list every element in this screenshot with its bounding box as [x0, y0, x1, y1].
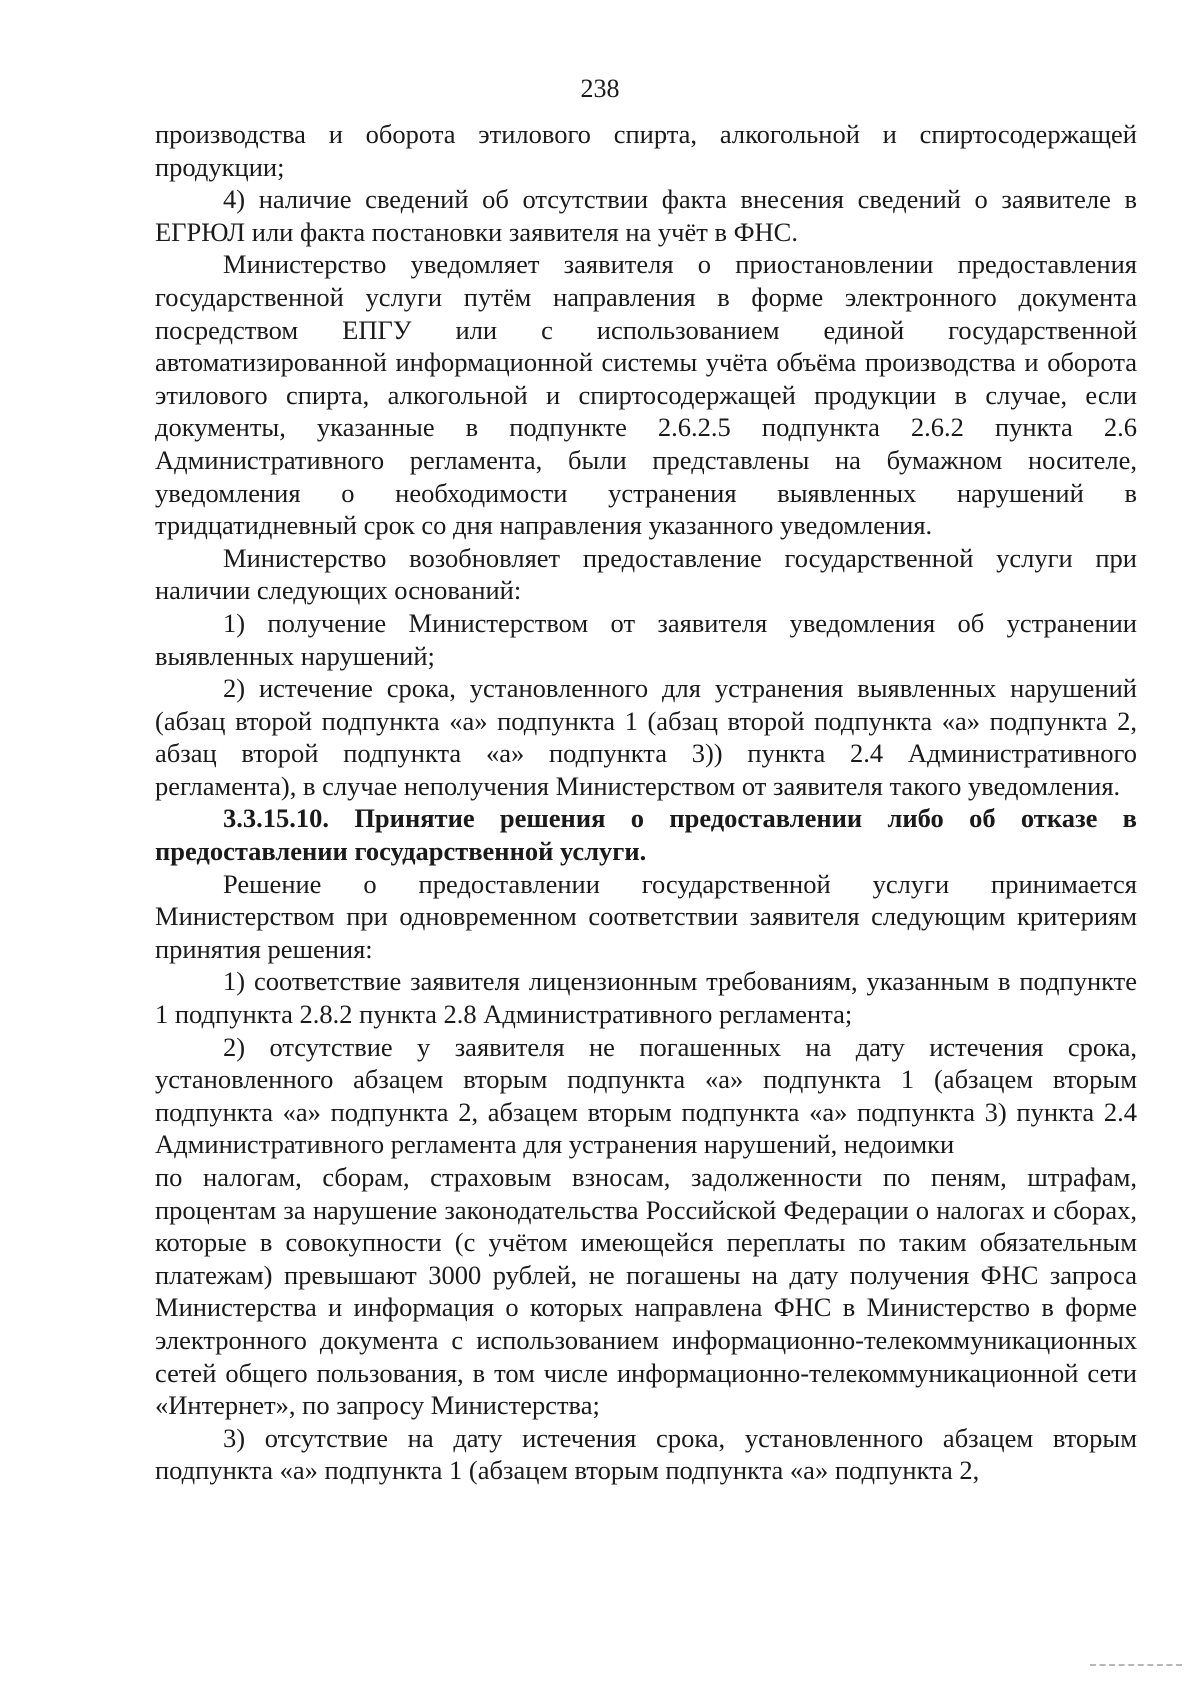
paragraph-8: Решение о предоставлении государственной услуги принимается Министерством при одновременном соответствии заявителя следующим критериям принятия решения: — [155, 868, 1137, 964]
paragraph-11: по налогам, сборам, страховым взносам, задолженности по пеням, штрафам, процентам за нарушение законодательства Российской Федерации о налогах и сборах, которые в совокупности (с учётом имеющейся переплаты по таким обязательным платежам) превышают 3000 рублей, не погашены на дату получения ФНС запроса Министерства и информация о которых направлена ФНС в Министерство в форме электронного документа с использованием информационно-телекоммуникационных сетей общего пользования, в том числе информационно-телекоммуникационной сети «Интернет», по запросу Министерства; — [155, 1162, 1137, 1421]
paragraph-1: производства и оборота этилового спирта, алкогольной и спиртосодержащей продукции; — [155, 119, 1137, 182]
document-body — [155, 118, 1137, 1487]
paragraph-9: 1) соответствие заявителя лицензионным требованиям, указанным в подпункте 1 подпункта 2.8.2 пункта 2.8 Административного регламента; — [155, 966, 1137, 1030]
paragraph-5: 1) получение Министерством от заявителя уведомления об устранении выявленных нарушений; — [155, 607, 1137, 671]
paragraph-2: 4) наличие сведений об отсутствии факта внесения сведений о заявителе в ЕГРЮЛ или факта постановки заявителя на учёт в ФНС. — [155, 184, 1137, 247]
paragraph-6: 2) истечение срока, установленного для устранения выявленных нарушений (абзац второй подпункта «а» подпункта 1 (абзац второй подпункта «а» подпункта 2, абзац второй подпункта «а» подпункта 3)) пункта 2.4 Административного регламента), в случае неполучения Министерством от заявителя такого уведомления. — [155, 673, 1137, 801]
page-number: 238 — [580, 74, 620, 103]
paragraph-10: 2) отсутствие у заявителя не погашенных на дату истечения срока, установленного абзацем вторым подпункта «а» подпункта 1 (абзацем вторым подпункта «а» подпункта 2, абзацем вторым подпункта «а» подпункта 3) пункта 2.4 Административного регламента для устранения нарушений, недоимки — [155, 1031, 1137, 1160]
paragraph-3: Министерство уведомляет заявителя о приостановлении предоставления государственной услуги путём направления в форме электронного документа посредством ЕПГУ или с использованием единой государственной автоматизированной информационной системы учёта объёма производства и оборота этилового спирта, алкогольной и спиртосодержащей продукции в случае, если документы, указанные в подпункте 2.6.2.5 подпункта 2.6.2 пункта 2.6 Административного регламента, были представлены на бумажном носителе, уведомления о необходимости устранения выявленных нарушений в тридцатидневный срок со дня направления указанного уведомления. — [155, 249, 1137, 541]
section-heading: 3.3.15.10. Принятие решения о предоставлении либо об отказе в предоставлении государственной услуги. — [155, 803, 1137, 867]
paragraph-4: Министерство возобновляет предоставление государственной услуги при наличии следующих оснований: — [155, 542, 1137, 606]
scan-edge-mark — [1090, 1664, 1182, 1666]
paragraph-12: 3) отсутствие на дату истечения срока, установленного абзацем вторым подпункта «а» подпункта 1 (абзацем вторым подпункта «а» подпункта 2, — [155, 1422, 1137, 1486]
